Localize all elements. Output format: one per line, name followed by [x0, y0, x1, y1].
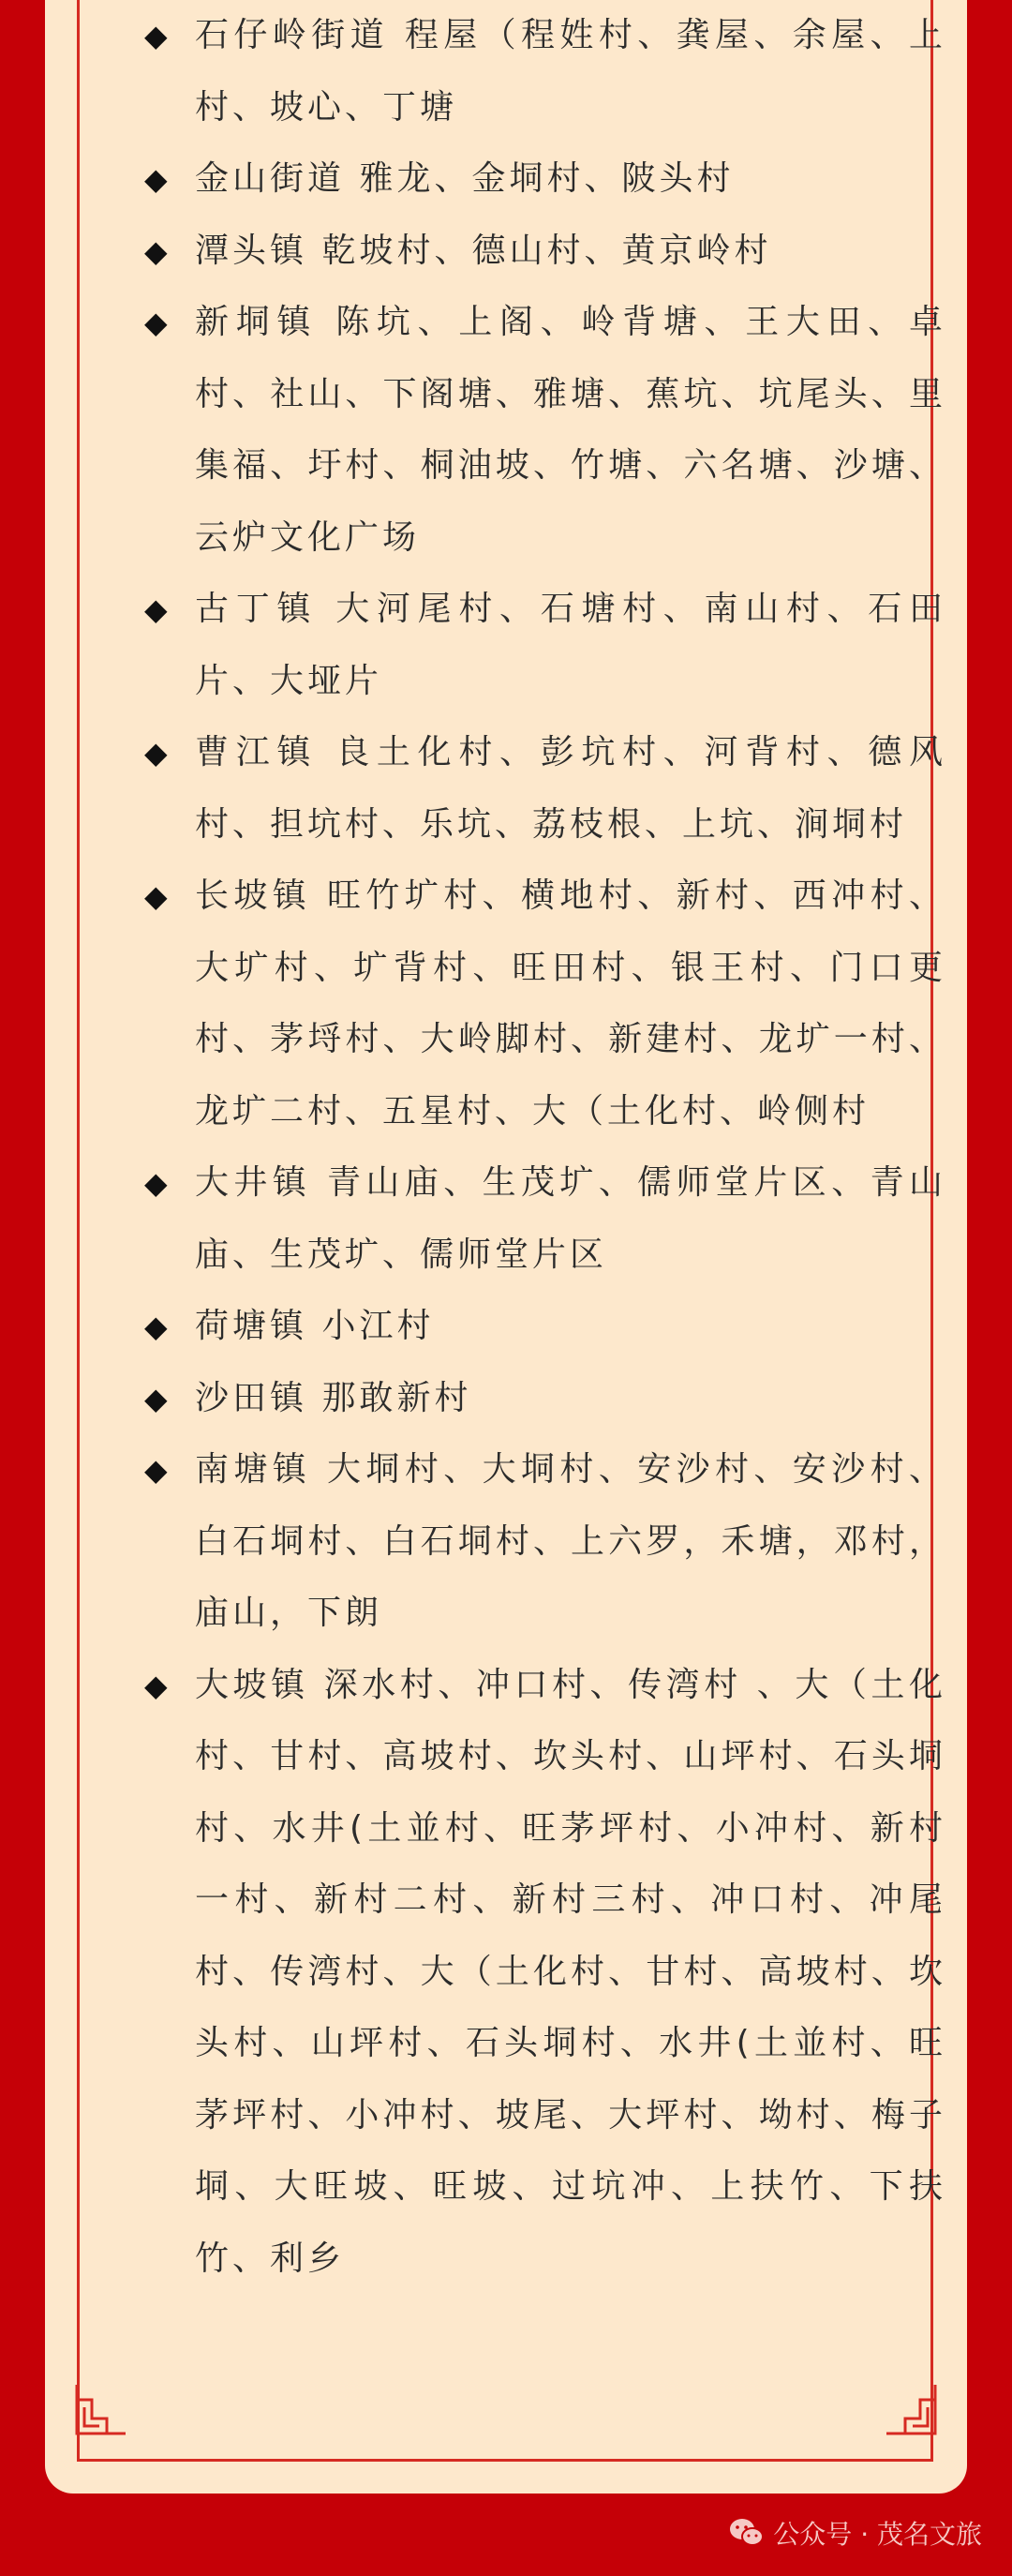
- item-text: 石仔岭街道 程屋（程姓村、龚屋、余屋、上村、坡心、丁塘: [195, 16, 946, 127]
- list-item: [144, 1147, 946, 1291]
- diamond-bullet-icon: ◆: [144, 18, 171, 53]
- diamond-bullet-icon: ◆: [144, 592, 171, 627]
- list-item: [144, 1363, 946, 1435]
- item-text: 南塘镇 大垌村、大垌村、安沙村、安沙村、白石垌村、白石垌村、上六罗，禾塘，邓村，庙山，下朗: [195, 1450, 946, 1632]
- item-text: 潭头镇 乾坡村、德山村、黄京岭村: [195, 231, 772, 270]
- district-list: [144, 0, 946, 2295]
- item-text: 沙田镇 那敢新村: [195, 1378, 472, 1417]
- list-item: [144, 287, 946, 574]
- list-item: [144, 216, 946, 288]
- diamond-bullet-icon: ◆: [144, 878, 171, 914]
- item-text: 新垌镇 陈坑、上阁、岭背塘、王大田、卓村、社山、下阁塘、雅塘、蕉坑、坑尾头、里集福、圩村、桐油坡、竹塘、六名塘、沙塘、云炉文化广场: [195, 303, 946, 557]
- corner-ornament-left-icon: [69, 2381, 129, 2441]
- wechat-icon: [728, 2517, 766, 2549]
- list-item: [144, 143, 946, 216]
- diamond-bullet-icon: ◆: [144, 735, 171, 771]
- list-item: [144, 717, 946, 861]
- account-name: 公众号 · 茂名文旅: [773, 2519, 982, 2550]
- source-watermark[interactable]: [728, 2514, 982, 2552]
- content-card: [45, 0, 967, 2494]
- item-text: 古丁镇 大河尾村、石塘村、南山村、石田片、大垭片: [195, 590, 946, 700]
- item-text: 大井镇 青山庙、生茂圹、儒师堂片区、青山庙、生茂圹、儒师堂片区: [195, 1163, 946, 1274]
- list-item: [144, 1434, 946, 1650]
- diamond-bullet-icon: ◆: [144, 305, 171, 340]
- list-item: [144, 1291, 946, 1363]
- item-text: 大坡镇 深水村、冲口村、传湾村 、大（土化村、甘村、高坡村、坎头村、山坪村、石头垌村、水井(土並村、旺茅坪村、小冲村、新村一村、新村二村、新村三村、冲口村、冲尾村、传湾村、大（土化村、甘村、高坡村、坎头村、山坪村、石头垌村、水井(土並村、旺茅坪村、小冲村、坡尾、大坪村、坳村、梅子垌、大旺坡、旺坡、过坑冲、上扶竹、下扶竹、利乡: [195, 1665, 946, 2278]
- list-item: [144, 574, 946, 717]
- diamond-bullet-icon: ◆: [144, 1452, 171, 1488]
- diamond-bullet-icon: ◆: [144, 232, 171, 269]
- item-text: 金山街道 雅龙、金垌村、陂头村: [195, 159, 735, 198]
- item-text: 曹江镇 良土化村、彭坑村、河背村、德风村、担坑村、乐坑、荔枝根、上坑、涧垌村: [195, 733, 946, 844]
- diamond-bullet-icon: ◆: [144, 1380, 171, 1416]
- list-item: [144, 861, 946, 1147]
- list-item: [144, 1650, 946, 2296]
- corner-ornament-right-icon: [883, 2381, 943, 2441]
- item-text: 长坡镇 旺竹圹村、横地村、新村、西冲村、大圹村、圹背村、旺田村、银王村、门口更村、茅埒村、大岭脚村、新建村、龙圹一村、龙圹二村、五星村、大（土化村、岭侧村: [195, 876, 946, 1131]
- diamond-bullet-icon: ◆: [144, 1667, 171, 1703]
- diamond-bullet-icon: ◆: [144, 1309, 171, 1344]
- item-text: 荷塘镇 小江村: [195, 1307, 435, 1345]
- list-item: [144, 0, 946, 143]
- diamond-bullet-icon: ◆: [144, 1165, 171, 1201]
- diamond-bullet-icon: ◆: [144, 161, 171, 197]
